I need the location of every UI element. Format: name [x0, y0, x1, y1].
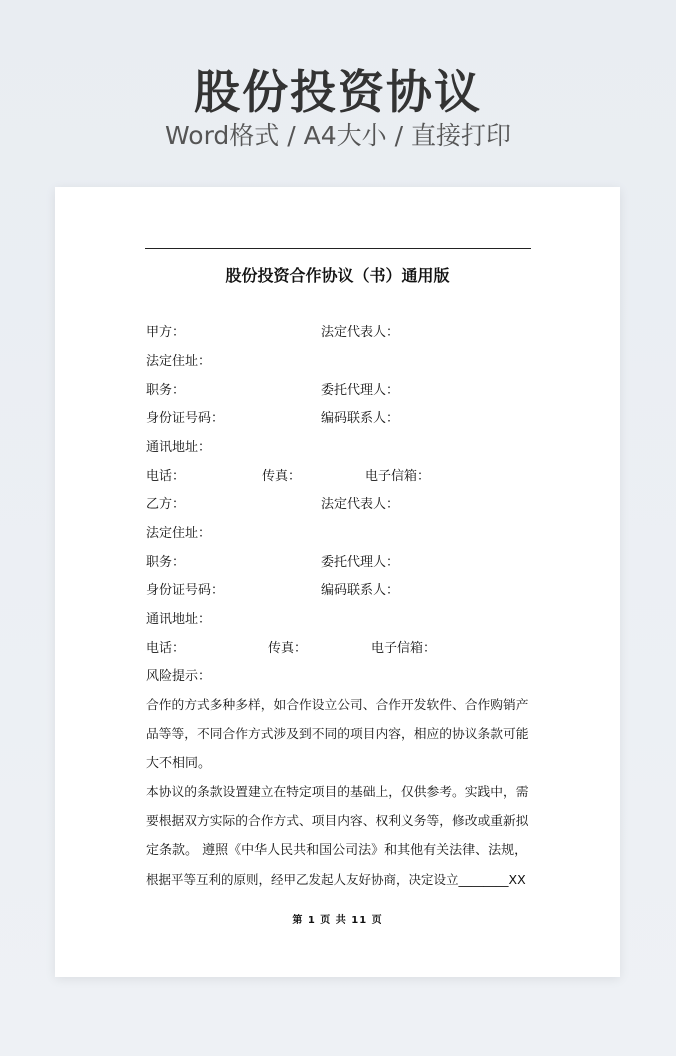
document-title: 股份投资合作协议（书）通用版	[225, 266, 450, 285]
party-b-label: 乙方：	[146, 497, 186, 512]
party-a-id-label: 身份证号码：	[146, 411, 225, 426]
body-line: 大不相同。	[146, 756, 212, 771]
party-a-phone-label: 电话：	[146, 469, 186, 484]
body-line: 定条款。 遵照《中华人民共和国公司法》和其他有关法律、法规，	[146, 843, 528, 858]
party-b-address-label: 法定住址：	[146, 526, 212, 541]
party-b-agent-label: 委托代理人：	[321, 555, 400, 570]
party-b-email-label: 电子信箱：	[371, 641, 437, 656]
party-a-legal-rep-label: 法定代表人：	[321, 325, 400, 340]
body-line: 要根据双方实际的合作方式、项目内容、权利义务等，修改或重新拟	[146, 814, 529, 829]
party-a-address-label: 法定住址：	[146, 354, 212, 369]
party-a-fax-label: 传真：	[262, 469, 302, 484]
body-line: 本协议的条款设置建立在特定项目的基础上，仅供参考。实践中，需	[146, 785, 529, 800]
party-a-position-label: 职务：	[146, 383, 186, 398]
party-a-mail-address-label: 通讯地址：	[146, 440, 212, 455]
risk-notice-label: 风险提示：	[146, 669, 212, 684]
body-line: 品等等，不同合作方式涉及到不同的项目内容，相应的协议条款可能	[146, 727, 529, 742]
party-a-label: 甲方：	[146, 325, 186, 340]
party-b-fax-label: 传真：	[268, 641, 308, 656]
body-line: 根据平等互利的原则，经甲乙发起人友好协商，决定设立________XX	[146, 872, 526, 887]
party-a-email-label: 电子信箱：	[365, 469, 431, 484]
document-page	[55, 187, 620, 977]
party-a-agent-label: 委托代理人：	[321, 383, 400, 398]
banner-title: 股份投资协议	[194, 65, 482, 119]
party-b-legal-rep-label: 法定代表人：	[321, 497, 400, 512]
page-number-footer: 第 1 页 共 11 页	[292, 915, 383, 926]
party-b-position-label: 职务：	[146, 555, 186, 570]
party-b-mail-address-label: 通讯地址：	[146, 612, 212, 627]
party-b-phone-label: 电话：	[146, 641, 186, 656]
header-rule	[145, 248, 531, 249]
party-a-contact-label: 编码联系人：	[321, 411, 400, 426]
banner-subtitle: Word格式 / A4大小 / 直接打印	[165, 121, 511, 150]
party-b-id-label: 身份证号码：	[146, 583, 225, 598]
party-b-contact-label: 编码联系人：	[321, 583, 400, 598]
body-line: 合作的方式多种多样，如合作设立公司、合作开发软件、合作购销产	[146, 698, 529, 713]
